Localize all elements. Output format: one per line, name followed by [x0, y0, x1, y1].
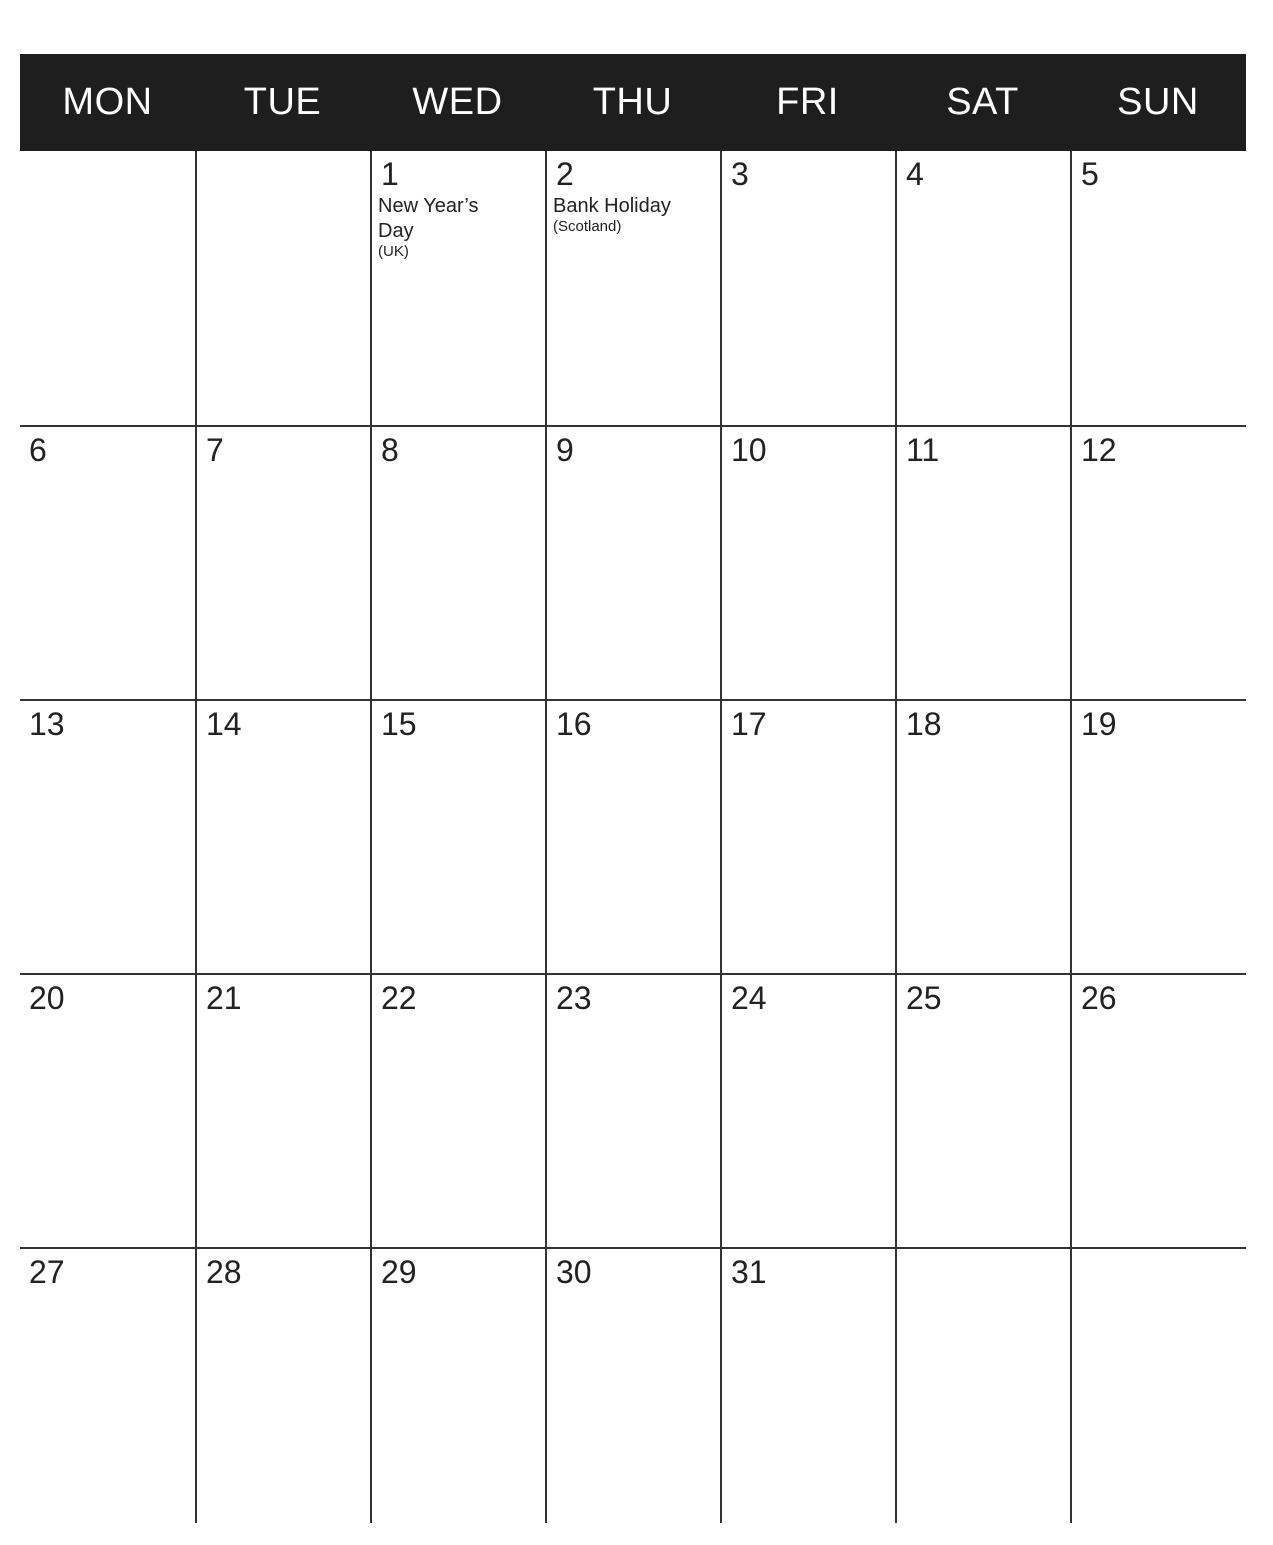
day-cell[interactable] [195, 973, 370, 1247]
holiday-note [378, 194, 496, 260]
date-number: 2 [556, 156, 574, 192]
date-number: 4 [906, 156, 924, 192]
day-cell[interactable] [895, 151, 1070, 425]
day-cell[interactable] [1070, 1247, 1246, 1523]
weekday-mon: MON [62, 81, 153, 123]
weekday-thu: THU [592, 81, 673, 123]
day-cell[interactable] [20, 699, 195, 973]
day-cell[interactable] [370, 151, 545, 425]
date-number: 10 [731, 432, 767, 468]
date-number: 12 [1081, 432, 1117, 468]
day-cell[interactable] [370, 1247, 545, 1523]
date-number: 20 [29, 980, 65, 1016]
date-number: 18 [906, 706, 942, 742]
day-cell[interactable] [895, 425, 1070, 699]
date-number: 21 [206, 980, 242, 1016]
date-number: 23 [556, 980, 592, 1016]
weekday-header [20, 54, 1246, 151]
date-number: 26 [1081, 980, 1117, 1016]
day-cell[interactable] [1070, 973, 1246, 1247]
day-cell[interactable] [370, 699, 545, 973]
day-cell[interactable] [545, 973, 720, 1247]
weekday-sat: SAT [946, 81, 1019, 123]
date-number: 28 [206, 1254, 242, 1290]
day-cell[interactable] [545, 425, 720, 699]
day-cell[interactable] [720, 973, 895, 1247]
weekday-wed: WED [412, 81, 503, 123]
date-number: 22 [381, 980, 417, 1016]
day-cell[interactable] [370, 425, 545, 699]
date-number: 16 [556, 706, 592, 742]
day-cell[interactable] [720, 1247, 895, 1523]
holiday-name: New Year’s Day [378, 195, 479, 242]
date-number: 3 [731, 156, 749, 192]
day-cell[interactable] [895, 1247, 1070, 1523]
day-cell[interactable] [545, 699, 720, 973]
day-cell[interactable] [1070, 151, 1246, 425]
day-cell[interactable] [895, 973, 1070, 1247]
day-cell[interactable] [1070, 699, 1246, 973]
date-number: 25 [906, 980, 942, 1016]
date-number: 27 [29, 1254, 65, 1290]
weekday-fri: FRI [776, 81, 839, 123]
day-cell[interactable] [20, 1247, 195, 1523]
day-cell[interactable] [720, 151, 895, 425]
day-cell[interactable] [20, 151, 195, 425]
weekday-sun: SUN [1117, 81, 1199, 123]
day-cell[interactable] [720, 425, 895, 699]
day-cell[interactable] [1070, 425, 1246, 699]
month-calendar [20, 54, 1246, 1523]
date-number: 6 [29, 432, 47, 468]
date-number: 8 [381, 432, 399, 468]
day-cell[interactable] [20, 973, 195, 1247]
day-grid [20, 151, 1246, 1523]
day-cell[interactable] [195, 151, 370, 425]
day-cell[interactable] [545, 1247, 720, 1523]
day-cell[interactable] [20, 425, 195, 699]
day-cell[interactable] [370, 973, 545, 1247]
day-cell[interactable] [195, 1247, 370, 1523]
date-number: 13 [29, 706, 65, 742]
date-number: 9 [556, 432, 574, 468]
date-number: 1 [381, 156, 399, 192]
date-number: 11 [906, 432, 940, 468]
date-number: 24 [731, 980, 767, 1016]
day-cell[interactable] [720, 699, 895, 973]
day-cell[interactable] [545, 151, 720, 425]
holiday-name: Bank Holiday [553, 195, 671, 217]
holiday-region: (UK) [378, 243, 409, 260]
date-number: 19 [1081, 706, 1117, 742]
day-cell[interactable] [195, 699, 370, 973]
weekday-tue: TUE [243, 81, 322, 123]
date-number: 7 [206, 432, 224, 468]
date-number: 14 [206, 706, 242, 742]
date-number: 15 [381, 706, 417, 742]
date-number: 17 [731, 706, 767, 742]
day-cell[interactable] [895, 699, 1070, 973]
date-number: 31 [731, 1254, 767, 1290]
day-cell[interactable] [195, 425, 370, 699]
date-number: 29 [381, 1254, 417, 1290]
holiday-note [553, 194, 713, 235]
holiday-region: (Scotland) [553, 218, 622, 235]
date-number: 5 [1081, 156, 1099, 192]
date-number: 30 [556, 1254, 592, 1290]
